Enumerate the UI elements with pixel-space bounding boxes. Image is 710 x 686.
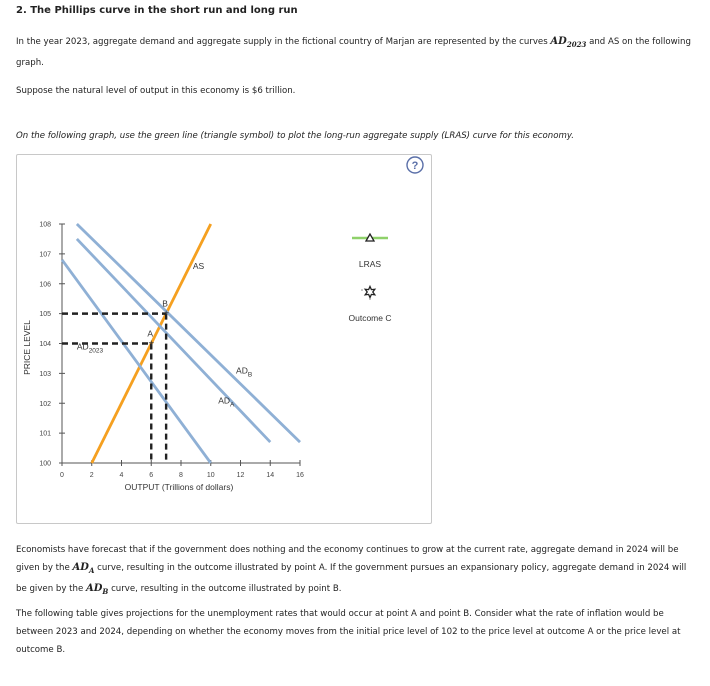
y-tick-label: 101 [39, 430, 51, 438]
table-intro-paragraph: The following table gives projections for the unemployment rates that would occur at point A and point B. Consider what the rate of inflation would be between 2023 and 2024, depending on whether the economy moves from the initial price level of 102 to the price level at outcome A or the price level at outcome B. [16, 609, 681, 655]
y-tick-label: 104 [39, 341, 51, 348]
ad2023-symbol: $AD_{2023}$ [550, 36, 587, 49]
series-line-ad2023 [62, 260, 211, 463]
series-line-adb [77, 224, 300, 442]
curve-label: $AD_B$ [236, 365, 253, 379]
x-tick-label: 0 [60, 472, 64, 479]
x-tick-label: 6 [149, 472, 154, 479]
y-tick-label: 102 [39, 400, 51, 408]
x-tick-label: 10 [206, 472, 215, 479]
adb-symbol: $AD_B$ [85, 583, 109, 596]
point-marker: + [163, 308, 170, 320]
y-tick-label: 106 [39, 281, 51, 289]
point-label-a: A [147, 328, 154, 339]
svg-text:?: ? [411, 160, 419, 172]
curve-label: $AD_{2023}$ [76, 341, 104, 355]
legend-lras-label: LRAS [358, 259, 382, 269]
x-tick-label: 8 [179, 472, 183, 479]
point-marker: + [148, 338, 155, 350]
curve-label: AS [192, 260, 205, 271]
intro-text-1: In the year 2023, aggregate demand and aggregate supply in the fictional country of Marjan are represented by the curves [16, 37, 551, 47]
y-tick-label: 103 [39, 370, 51, 378]
legend-outcome-label: Outcome C [348, 313, 392, 323]
legend-star-icon [365, 287, 375, 298]
x-tick-label: 16 [296, 472, 304, 479]
x-axis-label: OUTPUT (Trillions of dollars) [124, 482, 234, 492]
point-label-b: B [162, 298, 168, 309]
legend-star-dot [369, 298, 371, 300]
ada-symbol: $AD_A$ [72, 562, 95, 575]
curve-label: $AD_A$ [218, 395, 235, 409]
x-tick-label: 2 [89, 472, 94, 479]
y-tick-label: 105 [39, 311, 51, 319]
intro-text-2: and AS on the following graph. [16, 37, 691, 68]
y-tick-label: 107 [39, 251, 51, 259]
natural-level-text: Suppose the natural level of output in this economy is $6 trillion. [16, 86, 296, 96]
x-tick-label: 12 [236, 472, 245, 479]
x-tick-label: 4 [119, 472, 124, 479]
legend-star-dot [361, 289, 363, 291]
x-tick-label: 14 [266, 472, 275, 479]
graph-instruction: On the following graph, use the green line (triangle symbol) to plot the long-run aggregate supply (LRAS) curve for this economy. [16, 131, 575, 141]
section-heading: 2. The Phillips curve in the short run and long run [16, 5, 298, 16]
y-tick-label: 108 [39, 221, 51, 229]
y-tick-label: 100 [39, 460, 51, 468]
forecast-paragraph: Economists have forecast that if the government does nothing and the economy continues to grow at the current rate, aggregate demand in 2024 will be given by the $AD_A$ curve, resulting in the outcome illustrated by point A. If the government pursues an expansionary policy, aggregate demand in 2024 will be given by the $AD_B$ curve, resulting in the outcome illustrated by point B. [16, 545, 687, 596]
y-axis-label: PRICE LEVEL [22, 320, 32, 375]
